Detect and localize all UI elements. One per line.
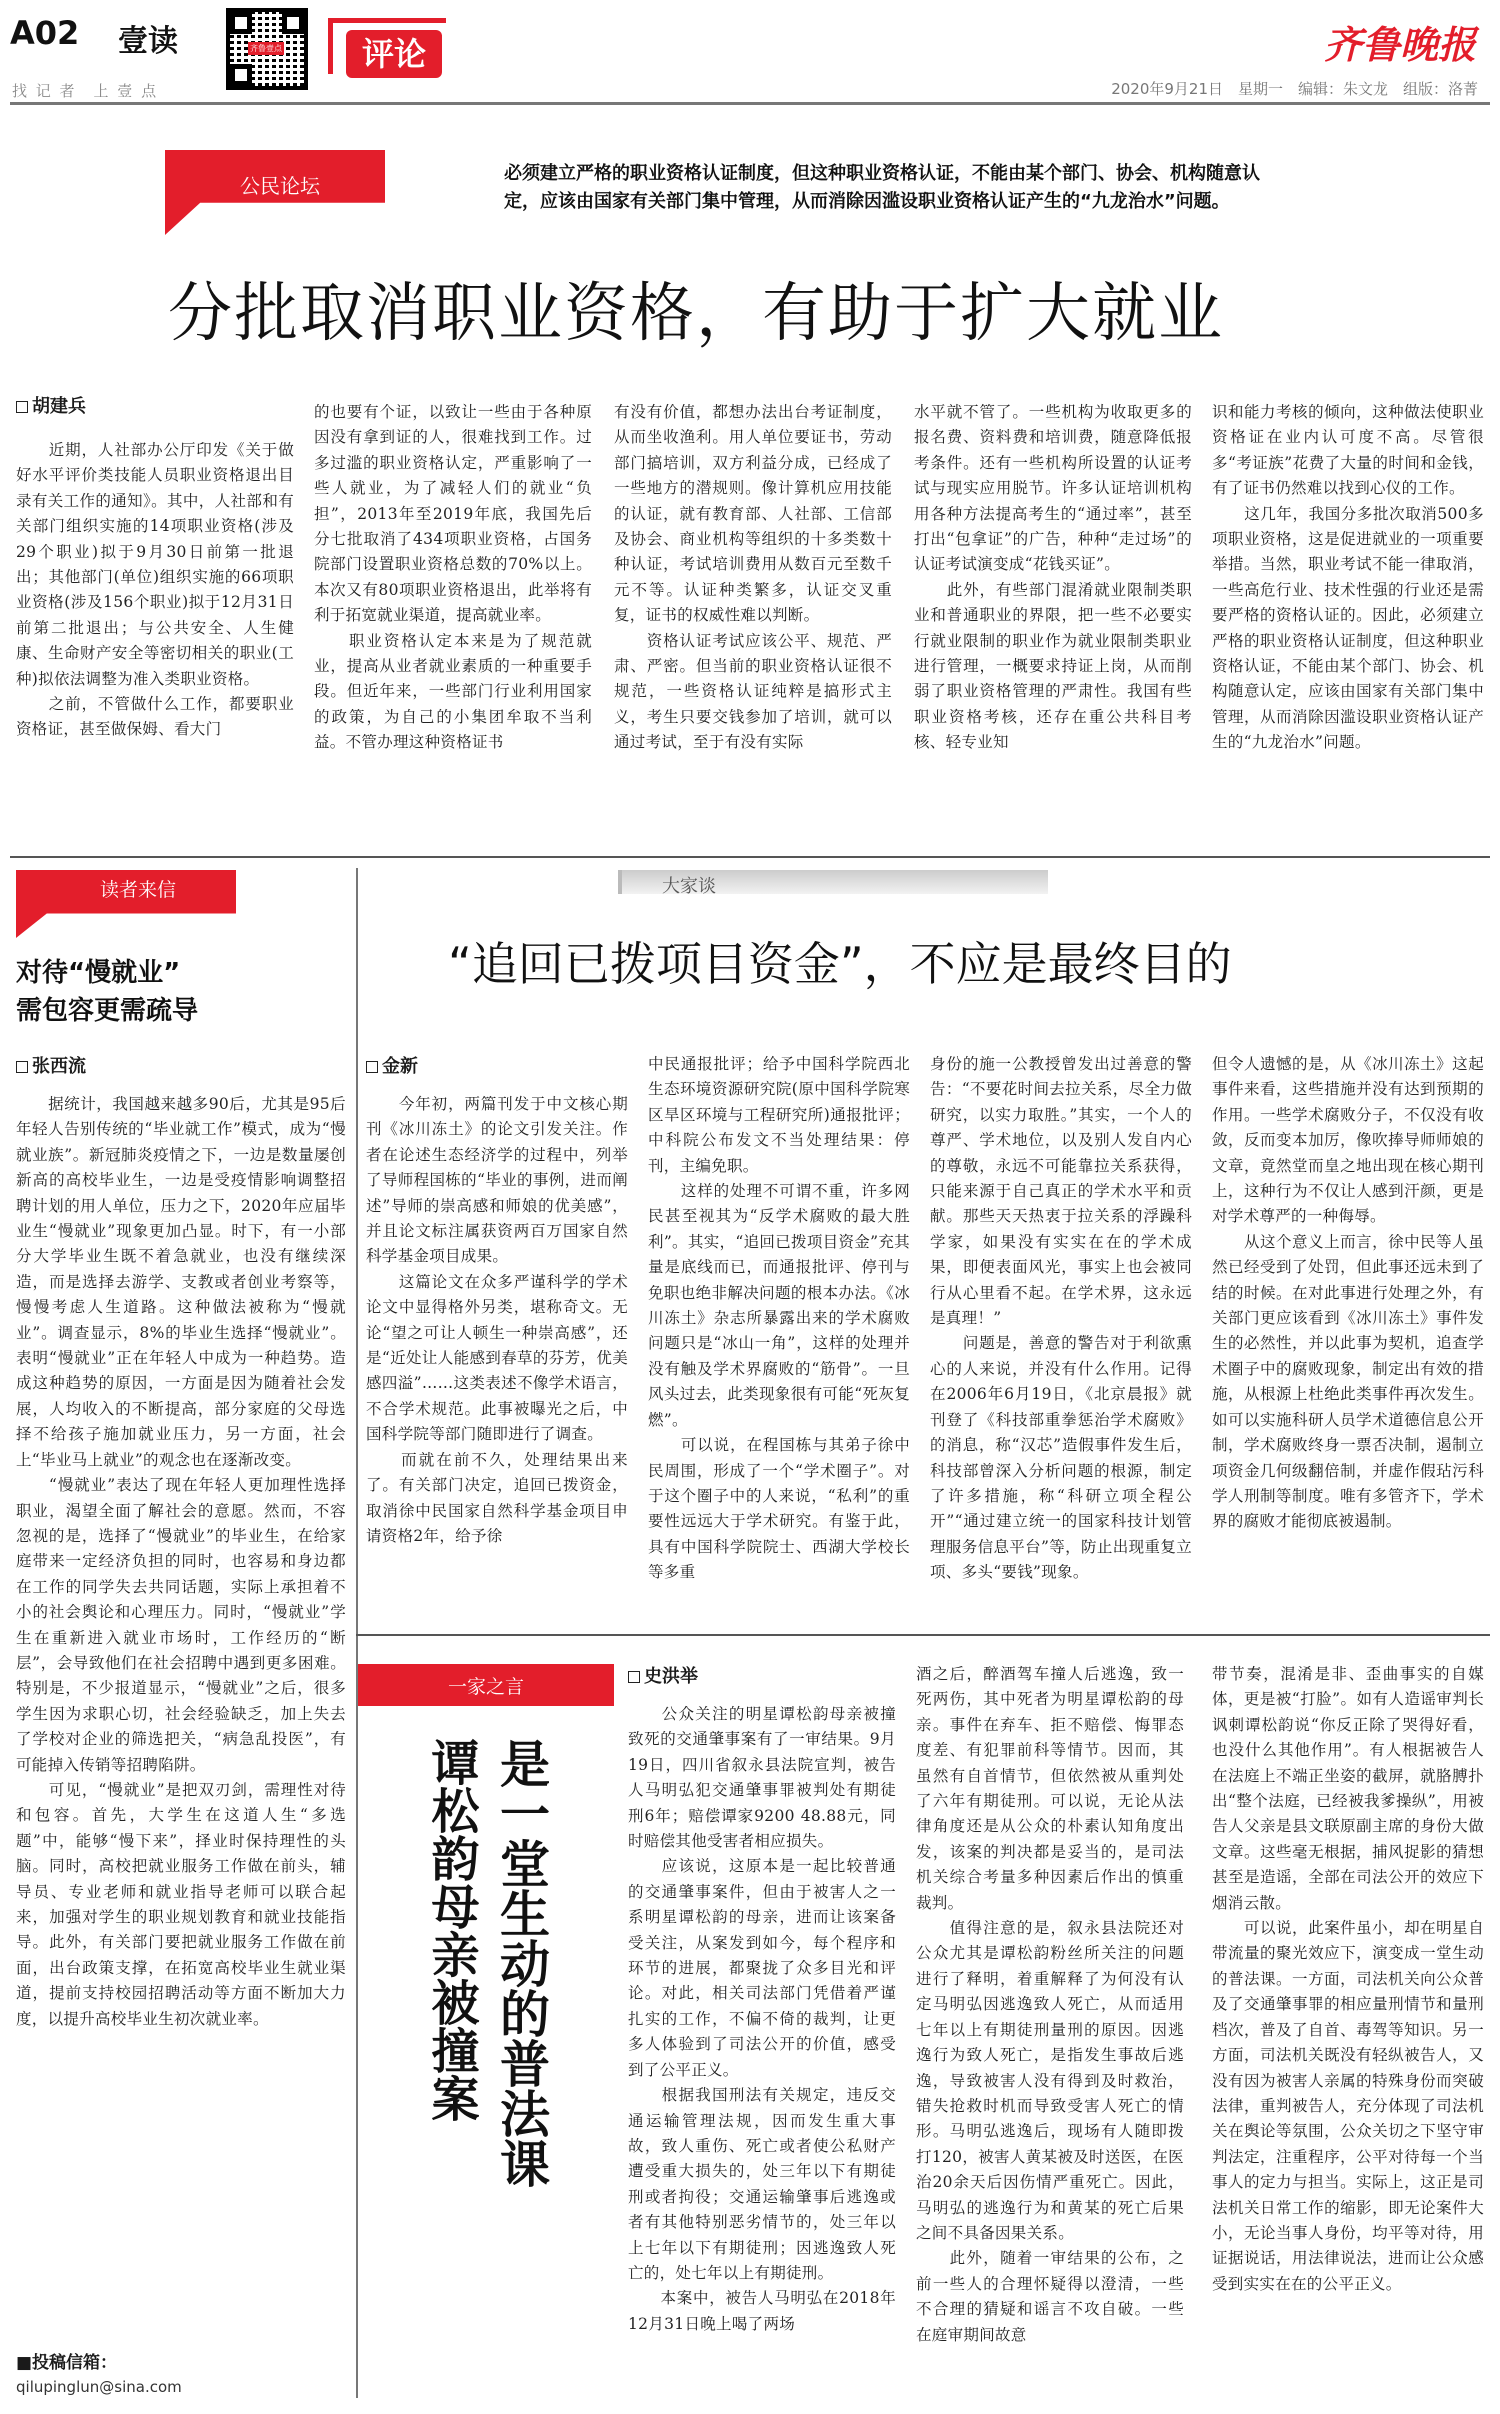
article3-bottom-rule: [356, 1634, 1490, 1636]
article4-author: 史洪举: [628, 1662, 698, 1688]
date-line: 2020年9月21日 星期一 编辑：朱文龙 组版：洛菁: [1111, 80, 1478, 98]
article3-col3: 身份的施一公教授曾发出过善意的警告：“不要花时间去拉关系，尽全力做研究，以实力取胜。”其实，一个人的尊严、学术地位，以及别人发自内心的尊敬，永远不可能靠拉关系获得，只能来源于自己真正的学术水平和贡献。那些天天热衷于拉关系的浮躁科学家，如果没有实实在在的学术成果，即便表面风光，事实上也会被同行从心里看不起。在学术界，这永远是真理！” 问题是，善意的警告对于利欲熏心的人来说，并没有什么作用。记得在2006年6月19日，《北京晨报》就刊登了《科技部重拳惩治学术腐败》的消息，称“汉芯”造假事件发生后，科技部曾深入分析问题的根源，制定了许多措施，称“科研立项全程公开”“通过建立统一的国家科技计划管理服务信息平台”等，防止出现重复立项、多头“要钱”现象。: [930, 1055, 1192, 1582]
article1-title: 分批取消职业资格，有助于扩大就业: [168, 277, 1224, 351]
article3-col4: 但令人遗憾的是，从《冰川冻土》这起事件来看，这些措施并没有达到预期的作用。一些学术腐败分子，不仅没有收敛，反而变本加厉，像吹捧导师师娘的文章，竟然堂而皇之地出现在核心期刊上，这种行为不仅让人感到汗颜，更是对学术尊严的一种侮辱。 从这个意义上而言，徐中民等人虽然已经受到了处罚，但此事还远未到了结的时候。在对此事进行处理之外，有关部门更应该看到《冰川冻土》事件发生的必然性，并以此事为契机，追查学术圈子中的腐败现象，制定出有效的措施，从根源上杜绝此类事件再次发生。如可以实施科研人员学术道德信息公开制，学术腐败终身一票否决制，遏制立项资金几何级翻倍制，并虚作假玷污科学人刑制等制度。唯有多管齐下，学术界的腐败才能彻底被遏制。: [1212, 1055, 1484, 1531]
article2-title-line1: 对待“慢就业”: [16, 958, 181, 988]
article4-col1: 公众关注的明星谭松韵母亲被撞致死的交通肇事案有了一审结果。9月19日，四川省叙永县法院宣判，被告人马明弘犯交通肇事罪被判处有期徒刑6年；赔偿谭家9200 48.88元，同时赔偿其他受害者相应损失。 应该说，这原本是一起比较普通的交通肇事案件，但由于被害人之一系明星谭松韵的母亲，进而让该案备受关注，从案发到如今，每个程序和环节的进展，都聚拢了众多目光和评论。对此，相关司法部门凭借着严谨扎实的工作，不偏不倚的裁判，让更多人体验到了司法公开的价值，感受到了公平正义。 根据我国刑法有关规定，违反交通运输管理法规，因而发生重大事故，致人重伤、死亡或者使公私财产遭受重大损失的，处三年以下有期徒刑或者拘役；交通运输肇事后逃逸或者有其他特别恶劣情节的，处三年以上七年以下有期徒刑；因逃逸致人死亡的，处七年以上有期徒刑。 本案中，被告人马明弘在2018年12月31日晚上喝了两场: [628, 1705, 896, 2333]
qr-label: 齐鲁壹点: [250, 44, 282, 53]
article2-body: 据统计，我国越来越多90后，尤其是95后年轻人告别传统的“毕业就工作”模式，成为“慢就业族”。新冠肺炎疫情之下，一边是数量屡创新高的高校毕业生，一边是受疫情影响调整招聘计划的用人单位，压力之下，2020年应届毕业生“慢就业”现象更加凸显。时下，有一小部分大学毕业生既不着急就业，也没有继续深造，而是选择去游学、支教或者创业考察等，慢慢考虑人生道路。这种做法被称为“慢就业”。调查显示，8%的毕业生选择“慢就业”。表明“慢就业”正在年轻人中成为一种趋势。造成这种趋势的原因，一方面是因为随着社会发展，人均收入的不断提高，部分家庭的父母选择不给孩子施加就业压力，另一方面，社会上“毕业马上就业”的观念也在逐渐改变。 “慢就业”表达了现在年轻人更加理性选择职业，渴望全面了解社会的意愿。然而，不容忽视的是，选择了“慢就业”的毕业生，在给家庭带来一定经济负担的同时，也容易和身边都在工作的同学失去共同话题，实际上承担着不小的社会舆论和心理压力。同时，“慢就业”学生在重新进入就业市场时，工作经历的“断层”，会导致他们在社会招聘中遇到更多困难。特别是，不少报道显示，“慢就业”之后，很多学生因为求职心切，社会经验缺乏，加上失去了学校对企业的筛选把关，“病急乱投医”，有可能掉入传销等招聘陷阱。 可见，“慢就业”是把双刃剑，需理性对待和包容。首先，大学生在这道人生“多选题”中，能够“慢下来”，择业时保持理性的头脑。同时，高校把就业服务工作做在前头，辅导员、专业老师和就业指导老师可以联合起来，加强对学生的职业规划教育和就业技能指导。此外，有关部门要把就业服务工作做在前面，出台政策支撑，在拓宽高校毕业生就业渠道，提前支持校园招聘活动等方面不断加大力度，以提升高校毕业生初次就业率。: [16, 1095, 346, 2028]
paper-logo: 齐鲁晚报: [1323, 22, 1476, 67]
article3-col2: 中民通报批评；给予中国科学院西北生态环境资源研究院(原中国科学院寒区旱区环境与工程研究所)通报批评；中科院公布发文不当处理结果：停刊，主编免职。 这样的处理不可谓不重，许多网民甚至视其为“反学术腐败的最大胜利”。其实，“追回已拨项目资金”充其量是底线而已，而通报批评、停刊与免职也绝非解决问题的根本办法。《冰川冻土》杂志所暴露出来的学术腐败问题只是“冰山一角”，这样的处理并没有触及学术界腐败的“筋骨”。一旦风头过去，此类现象很有可能“死灰复燃”。 可以说，在程国栋与其弟子徐中民周围，形成了一个“学术圈子”。对于这个圈子中的人来说，“私利”的重要性远远大于学术研究。有鉴于此，具有中国科学院院士、西湖大学校长等多重: [648, 1055, 910, 1582]
article1-tag: 公民论坛: [240, 174, 320, 198]
section-label: 评论: [346, 30, 442, 78]
article4-col3: 带节奏，混淆是非、歪曲事实的自媒体，更是被“打脸”。如有人造谣审判长讽刺谭松韵说“你反正除了哭得好看，也没什么其他作用”。有人根据被告人在法庭上不端正坐姿的截屏，就胳膊扑出“整个法庭，已经被我爹操纵”，用被告人父亲是县文联原副主席的身份大做文章。这些毫无根据，捕风捉影的猜想甚至是造谣，全部在司法公开的效应下烟消云散。 可以说，此案件虽小，却在明星自带流量的聚光效应下，演变成一堂生动的普法课。一方面，司法机关向公众普及了交通肇事罪的相应量刑情节和量刑档次，普及了自首、毒驾等知识。另一方面，司法机关既没有轻纵被告人，又没有因为被害人亲属的特殊身份而突破法律，重判被告人，充分体现了司法机关在舆论等氛围，公众关切之下坚守审判法定，注重程序，公平对待每一个当事人的定力与担当。实际上，这正是司法机关日常工作的缩影，即无论案件大小，无论当事人身份，均平等对待，用证据说话，用法律说法，进而让公众感受到实实在在的公平正义。: [1212, 1665, 1484, 2293]
article2-author: 张西流: [16, 1052, 86, 1078]
article4-col2: 酒之后，醉酒驾车撞人后逃逸，致一死两伤，其中死者为明星谭松韵的母亲。事件在弃车、拒不赔偿、悔罪态度差、有犯罪前科等情节。因而，其虽然有自首情节，但依然被从重判处了六年有期徒刑。可以说，无论从法律角度还是从公众的朴素认知角度出发，该案的判决都是妥当的，是司法机关综合考量多种因素后作出的慎重裁判。 值得注意的是，叙永县法院还对公众尤其是谭松韵粉丝所关注的问题进行了释明，着重解释了为何没有认定马明弘因逃逸致人死亡，从而适用七年以上有期徒刑量刑的原因。因逃逸行为致人死亡，是指发生事故后逃逸，导致被害人没有得到及时救治，错失抢救时机而导致受害人死亡的情形。马明弘逃逸后，现场有人随即拨打120，被害人黄某被及时送医，在医治20余天后因伤情严重死亡。因此，马明弘的逃逸行为和黄某的死亡后果之间不具备因果关系。 此外，随着一审结果的公布，之前一些人的合理怀疑得以澄清，一些不合理的猜疑和谣言不攻自破。一些在庭审期间故意: [916, 1665, 1184, 2344]
masthead-rule: [10, 102, 1490, 105]
qr-code[interactable]: [226, 8, 308, 90]
submission-email[interactable]: qilupinglun@sina.com: [16, 2378, 182, 2396]
article1-col1: 近期，人社部办公厅印发《关于做好水平评价类技能人员职业资格退出目录有关工作的通知》。其中，人社部和有关部门组织实施的14项职业资格(涉及29个职业)拟于9月30日前第一批退出；其他部门(单位)组织实施的66项职业资格(涉及156个职业)拟于12月31日前第二批退出；与公共安全、人生健康、生命财产安全等密切相关的职业(工种)拟依法调整为准入类职业资格。 之前，不管做什么工作，都要职业资格证，甚至做保姆、看大门: [16, 441, 294, 739]
article1-col5: 识和能力考核的倾向，这种做法使职业资格证在业内认可度不高。尽管很多“考证族”花费了大量的时间和金钱，有了证书仍然难以找到心仪的工作。 这几年，我国分多批次取消500多项职业资格，这是促进就业的一项重要举措。当然，职业考试不能一律取消，一些高危行业、技术性强的行业还是需要严格的资格认证的。因此，必须建立严格的职业资格认证制度，但这种职业资格认证，不能由某个部门、协会、机构随意认定，应该由国家有关部门集中管理，从而消除因滥设职业资格认证产生的“九龙治水”问题。: [1212, 403, 1484, 752]
article1-author: 胡建兵: [16, 392, 86, 418]
article1-col3: 有没有价值，都想办法出台考证制度，从而坐收渔利。用人单位要证书，劳动部门搞培训，双方利益分成，已经成了一些地方的潜规则。像计算机应用技能的认证，就有教育部、人社部、工信部及协会、商业机构等组织的十多类数十种认证，考试培训费用从数百元至数千元不等。认证种类繁多，认证交叉重复，证书的权威性难以判断。 资格认证考试应该公平、规范、严肃、严密。但当前的职业资格认证很不规范，一些资格认证纯粹是搞形式主义，考生只要交钱参加了培训，就可以通过考试，至于有没有实际: [614, 403, 892, 752]
article4-title-col2: 谭松韵母亲被撞案: [423, 1738, 479, 2122]
page-name: 壹读: [118, 24, 178, 59]
article4-title-col1: 是一堂生动的普法课: [492, 1738, 550, 2188]
page-number: A02: [10, 14, 80, 52]
masthead-slogan: 找 记 者 上 壹 点: [12, 82, 159, 100]
article3-title: “追回已拨项目资金”，不应是最终目的: [448, 937, 1232, 991]
article2-tag: 读者来信: [100, 879, 177, 901]
article3-tag: 大家谈: [662, 876, 716, 897]
article2-title-line2: 需包容更需疏导: [16, 996, 199, 1026]
article3-author: 金新: [366, 1052, 418, 1078]
article1-lead: 必须建立严格的职业资格认证制度，但这种职业资格认证，不能由某个部门、协会、机构随意认定，应该由国家有关部门集中管理，从而消除因滥设职业资格认证产生的“九龙治水”问题。: [504, 163, 1260, 212]
article3-col1: 今年初，两篇刊发于中文核心期刊《冰川冻土》的论文引发关注。作者在论述生态经济学的过程中，列举了导师程国栋的“毕业的事例，进而阐述”导师的崇高感和师娘的优美感”，并且论文标注属获资两百万国家自然科学基金项目成果。 这篇论文在众多严谨科学的学术论文中显得格外另类，堪称奇文。无论“望之可让人顿生一种崇高感”，还是“近处让人能感到春草的芬芳，优美感四溢”……这类表述不像学术语言，不合学术规范。此事被曝光之后，中国科学院等部门随即进行了调查。 而就在前不久，处理结果出来了。有关部门决定，追回已拨资金，取消徐中民国家自然科学基金项目申请资格2年，给予徐: [366, 1095, 628, 1545]
article1-col2: 的也要有个证，以致让一些由于各种原因没有拿到证的人，很难找到工作。过多过滥的职业资格认定，严重影响了一些人就业，为了减轻人们的就业“负担”，2013年至2019年底，我国先后分七批取消了434项职业资格，占国务院部门设置职业资格总数的70%以上。本次又有80项职业资格退出，此举将有利于拓宽就业渠道，提高就业率。 职业资格认定本来是为了规范就业，提高从业者就业素质的一种重要手段。但近年来，一些部门行业利用国家的政策，为自己的小集团牟取不当利益。不管办理这种资格证书: [314, 403, 592, 752]
left-column-divider: [356, 868, 358, 2398]
article1-col4: 水平就不管了。一些机构为收取更多的报名费、资料费和培训费，随意降低报考条件。还有一些机构所设置的认证考试与现实应用脱节。许多认证培训机构用各种方法提高考生的“通过率”，甚至打出“包拿证”的广告，种种“走过场”的认证考试演变成“花钱买证”。 此外，有些部门混淆就业限制类职业和普通职业的界限，把一些不必要实行就业限制的职业作为就业限制类职业进行管理，一概要求持证上岗，从而削弱了职业资格管理的严肃性。我国有些职业资格考核，还存在重公共科目考核、轻专业知: [914, 403, 1192, 752]
article1-bottom-rule: [10, 856, 1490, 858]
submission-label: ■投稿信箱：: [16, 2353, 118, 2373]
article4-tag: 一家之言: [447, 1676, 524, 1698]
